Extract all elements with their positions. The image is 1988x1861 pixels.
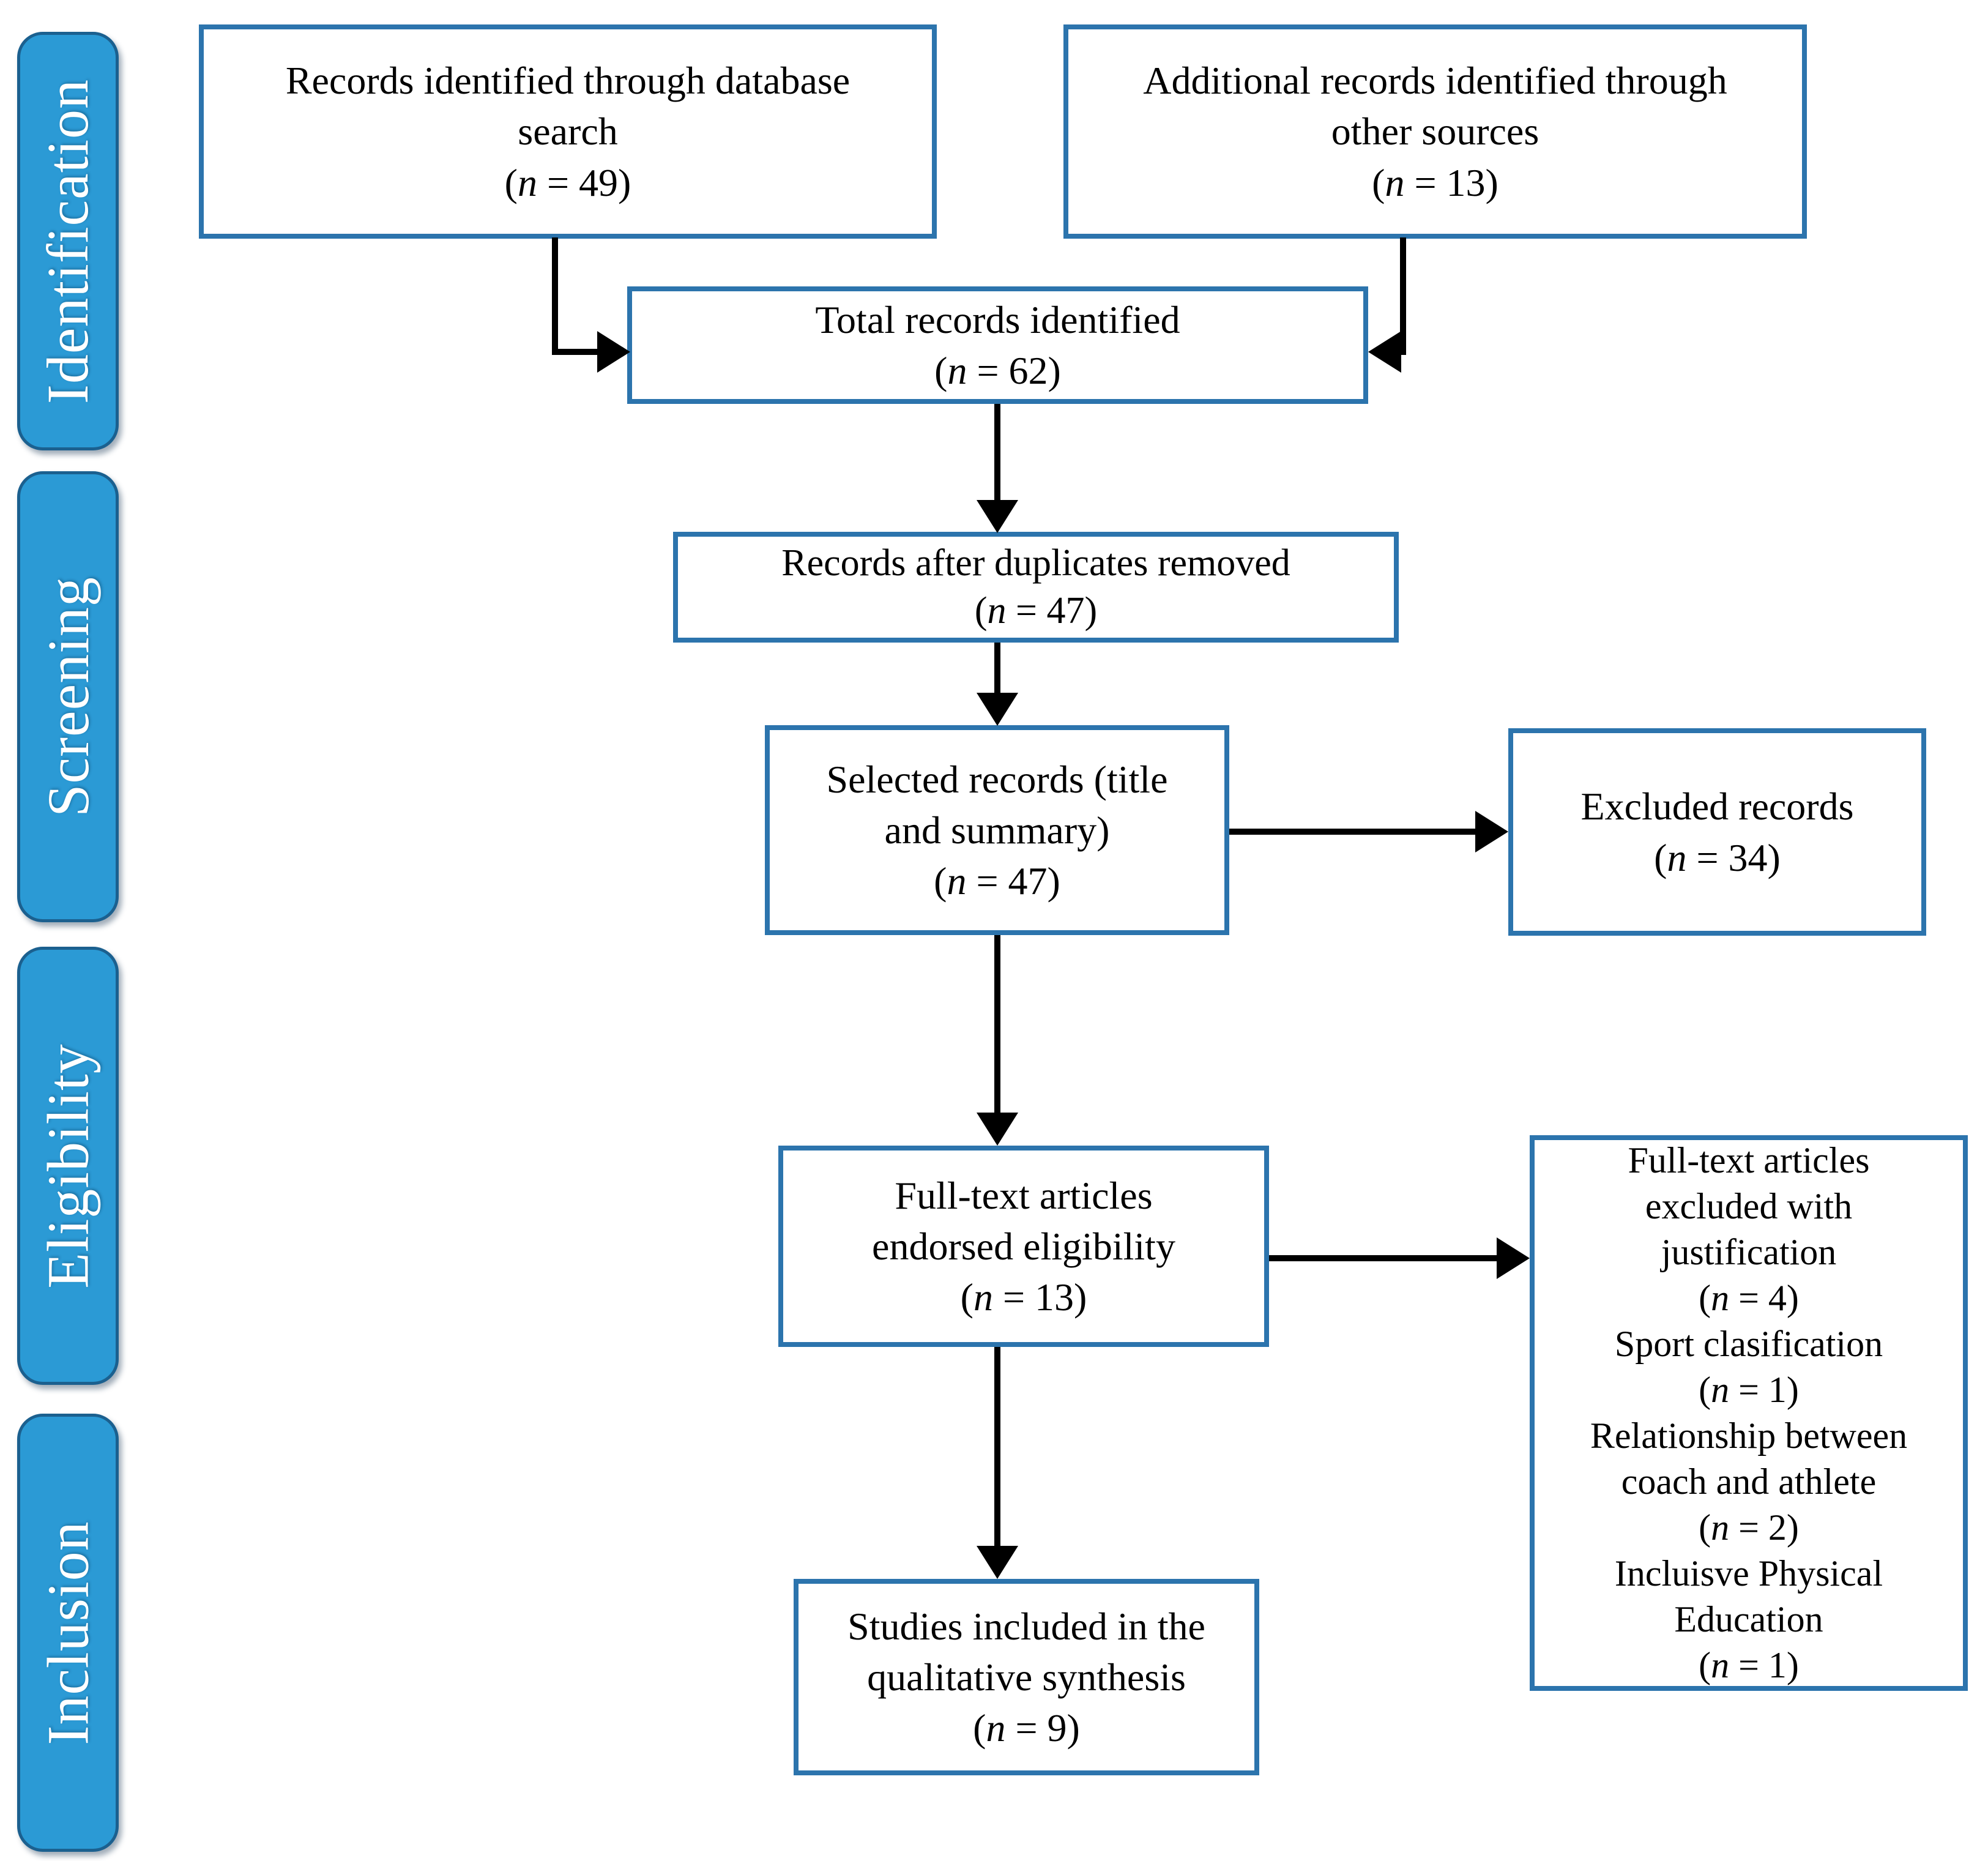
box-text-line: Full-text articles [895, 1173, 1153, 1217]
arrowhead [977, 693, 1018, 726]
arrowhead [1368, 331, 1401, 373]
box-records-after-duplicates-removed [673, 532, 1399, 643]
box-text-line: Selected records (title [826, 757, 1168, 801]
box-text-line: Sport clasification [1614, 1324, 1883, 1364]
arrow-line [552, 237, 558, 355]
box-count-line: (n = 2) [1699, 1507, 1799, 1548]
box-text-line: and summary) [884, 808, 1110, 852]
stage-label-inclusion: Inclusion [35, 1520, 101, 1745]
box-text-line: Studies included in the [847, 1604, 1205, 1648]
box-count-line: (n = 34) [1654, 835, 1781, 879]
box-text-line: Full-text articles [1628, 1140, 1870, 1180]
box-count-line: (n = 47) [934, 859, 1060, 903]
box-text-line: Total records identified [815, 297, 1180, 341]
sidebar-stage-inclusion [17, 1414, 119, 1852]
sidebar-stage-identification [17, 32, 119, 450]
arrow-line [994, 404, 1000, 502]
box-text-line: qualitative synthesis [867, 1655, 1186, 1699]
arrow-line [994, 1347, 1000, 1547]
box-count-line: (n = 1) [1699, 1645, 1799, 1685]
stage-label-screening: Screening [35, 576, 101, 817]
box-studies-included-qualitative-synthesis [794, 1579, 1259, 1775]
stage-label-identification: Identification [35, 78, 101, 404]
box-count-line: (n = 13) [960, 1275, 1087, 1319]
box-text-line: justification [1661, 1232, 1837, 1272]
box-text-line: Incluisve Physical [1614, 1553, 1883, 1594]
box-text-line: search [518, 110, 618, 154]
box-text-line: Records identified through database [285, 59, 851, 103]
arrowhead [977, 1546, 1018, 1579]
box-count-line: (n = 13) [1372, 160, 1498, 204]
box-text-line: coach and athlete [1621, 1461, 1877, 1502]
arrow-line [994, 935, 1000, 1114]
box-text-line: excluded with [1645, 1186, 1853, 1226]
arrowhead [977, 1113, 1018, 1146]
stage-label-eligibility: Eligibility [35, 1043, 101, 1289]
arrow-line [1229, 829, 1476, 835]
arrow-line [552, 349, 598, 355]
box-text-line: Additional records identified through [1143, 59, 1727, 103]
box-records-identified-database [199, 24, 937, 239]
sidebar-stage-screening [17, 471, 119, 922]
box-count-line: (n = 9) [973, 1706, 1080, 1750]
box-count-line: (n = 49) [504, 160, 631, 204]
box-excluded-records [1508, 728, 1926, 936]
box-text-line: endorsed eligibility [872, 1224, 1175, 1268]
box-selected-records-title-summary [765, 725, 1229, 935]
box-fulltext-endorsed-eligibility [778, 1146, 1269, 1347]
box-fulltext-excluded-justification [1530, 1135, 1968, 1691]
arrowhead [597, 331, 630, 373]
arrowhead [977, 500, 1018, 533]
box-total-records-identified [627, 286, 1368, 404]
arrow-line [1269, 1255, 1497, 1261]
box-count-line: (n = 1) [1699, 1370, 1799, 1410]
box-text-line: Education [1674, 1599, 1823, 1639]
sidebar-stage-eligibility [17, 947, 119, 1385]
box-count-line: (n = 4) [1699, 1278, 1799, 1318]
box-text-line: Records after duplicates removed [781, 542, 1290, 584]
box-text-line: other sources [1331, 110, 1539, 154]
box-text-line: Excluded records [1580, 785, 1854, 829]
arrowhead [1475, 811, 1508, 852]
arrowhead [1497, 1237, 1530, 1279]
box-count-line: (n = 62) [934, 349, 1061, 392]
box-additional-records-other-sources [1063, 24, 1807, 239]
arrow-line [994, 643, 1000, 695]
box-text-line: Relationship between [1590, 1415, 1908, 1456]
box-count-line: (n = 47) [974, 589, 1098, 632]
